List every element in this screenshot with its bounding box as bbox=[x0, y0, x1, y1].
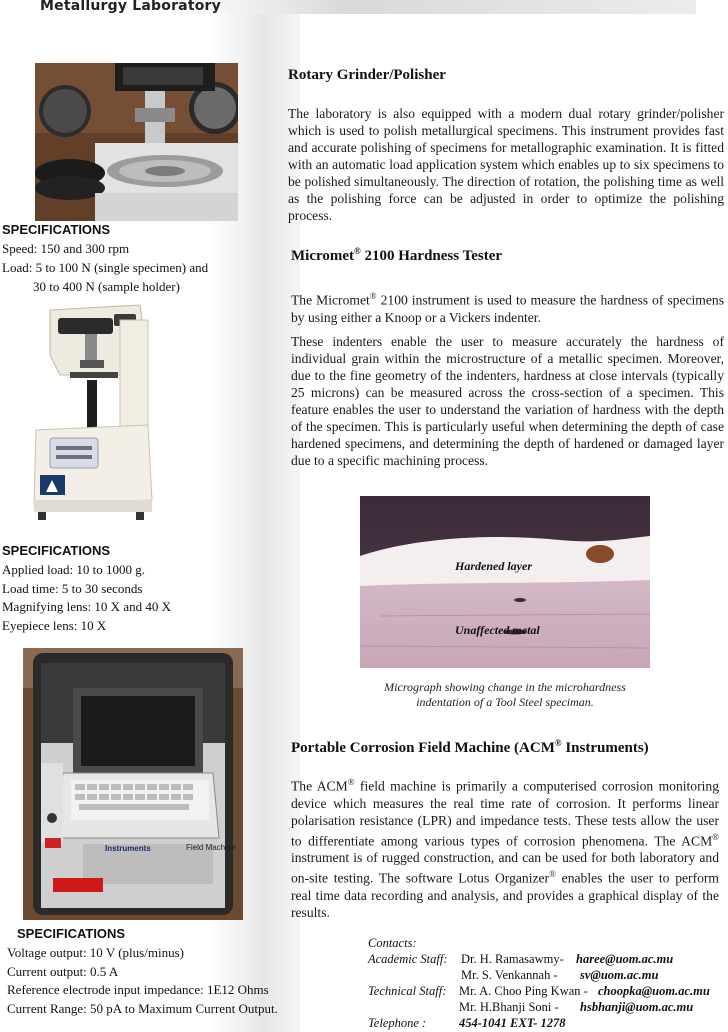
technical-staff-label: Technical Staff: bbox=[368, 984, 447, 998]
acm-title: Portable Corrosion Field Machine (ACM® Instruments) bbox=[291, 738, 649, 756]
academic-staff-2-name: Mr. S. Venkannah - bbox=[461, 968, 558, 982]
grinder-description: The laboratory is also equipped with a modern dual rotary grinder/polisher which is used to polish metallurgical specimens. This instrument provides fast and accurate polishing of specimens for metallographic examination. It is fitted with an automatic load application system which enables up to six specimens to be polished simultaneously. The direction of rotation, the polishing time as well as the polishing force can be adjusted in order to optimize the polishing process. bbox=[288, 106, 724, 223]
technical-staff-2-email[interactable]: hsbhanji@uom.ac.mu bbox=[580, 1000, 694, 1014]
micromet-title: Micromet® 2100 Hardness Tester bbox=[291, 246, 503, 264]
grinder-spec-load: Load: 5 to 100 N (single specimen) and bbox=[2, 260, 209, 275]
acm-spec-range: Current Range: 50 pA to Maximum Current Output. bbox=[7, 1001, 278, 1016]
grinder-photo bbox=[35, 63, 238, 221]
acm-spec-voltage: Voltage output: 10 V (plus/minus) bbox=[7, 945, 184, 960]
micrograph-caption-line-1: Micrograph showing change in the microhardness bbox=[384, 680, 626, 694]
micrograph-caption-line-2: indentation of a Tool Steel speciman. bbox=[416, 695, 594, 709]
grinder-title: Rotary Grinder/Polisher bbox=[288, 67, 446, 83]
page-title: Metallurgy Laboratory bbox=[40, 0, 221, 14]
micromet-spec-load: Applied load: 10 to 1000 g. bbox=[2, 562, 145, 577]
academic-staff-label: Academic Staff: bbox=[368, 952, 448, 966]
acm-spec-heading: SPECIFICATIONS bbox=[17, 926, 126, 941]
hardness-tester-photo bbox=[30, 300, 154, 525]
micromet-spec-magnifying: Magnifying lens: 10 X and 40 X bbox=[2, 599, 171, 614]
technical-staff-2-name: Mr. H.Bhanji Soni - bbox=[459, 1000, 559, 1014]
acm-spec-current: Current output: 0.5 A bbox=[7, 964, 119, 979]
micrograph-label-unaffected: Unaffected metal bbox=[455, 623, 540, 637]
micromet-paragraph-2: These indenters enable the user to measure accurately the hardness of individual grain within the microstructure of a metallic specimen. Moreover, due to the fine geometry of the indenters, hardness at close intervals (typically 25 microns) can be measured across the cross-section of a specimen. This feature enables the user to understand the variation of hardness with the depth of the specimen. This is particularly useful when determining the depth of case hardened specimens, and determining the depth of hardened or damaged layer due to a specific machining process. bbox=[291, 334, 724, 468]
micromet-paragraph-1: The Micromet® 2100 instrument is used to measure the hardness of specimens by using either a Knoop or a Vickers indenter. bbox=[291, 291, 724, 325]
acm-spec-impedance: Reference electrode input impedance: 1E12 Ohms bbox=[7, 982, 269, 997]
grinder-spec-heading: SPECIFICATIONS bbox=[2, 222, 111, 237]
grinder-spec-load-holder: 30 to 400 N (sample holder) bbox=[33, 279, 180, 294]
laptop-brand-text: Instruments bbox=[105, 844, 151, 853]
telephone-label: Telephone : bbox=[368, 1016, 427, 1030]
field-machine-photo bbox=[23, 648, 243, 920]
micrograph-image bbox=[360, 496, 650, 668]
telephone-value: 454-1041 EXT- 1278 bbox=[459, 1016, 566, 1030]
technical-staff-1-email[interactable]: choopka@uom.ac.mu bbox=[598, 984, 710, 998]
micromet-spec-eyepiece: Eyepiece lens: 10 X bbox=[2, 618, 107, 633]
laptop-label-text: Field Machine bbox=[186, 843, 236, 852]
micromet-spec-load-time: Load time: 5 to 30 seconds bbox=[2, 581, 143, 596]
micromet-spec-heading: SPECIFICATIONS bbox=[2, 543, 111, 558]
academic-staff-1-name: Dr. H. Ramasawmy- bbox=[461, 952, 564, 966]
technical-staff-1-name: Mr. A. Choo Ping Kwan - bbox=[459, 984, 588, 998]
grinder-spec-speed: Speed: 150 and 300 rpm bbox=[2, 241, 130, 256]
contacts-heading: Contacts: bbox=[368, 936, 417, 950]
academic-staff-2-email[interactable]: sv@uom.ac.mu bbox=[580, 968, 659, 982]
micrograph-label-hardened: Hardened layer bbox=[455, 559, 532, 573]
academic-staff-1-email[interactable]: haree@uom.ac.mu bbox=[576, 952, 674, 966]
acm-description: The ACM® field machine is primarily a computerised corrosion monitoring device which measures the real time rate of corrosion. It performs linear polarisation resistance (LPR) and impedance tests. These tests allow the user to differentiate among various types of corrosion phenomena. The ACM® instrument is of rugged construction, and can be used for both laboratory and on-site testing. The software Lotus Organizer® enables the user to perform real time data recording and analysis, and provides a graphical display of the results. bbox=[291, 777, 719, 920]
